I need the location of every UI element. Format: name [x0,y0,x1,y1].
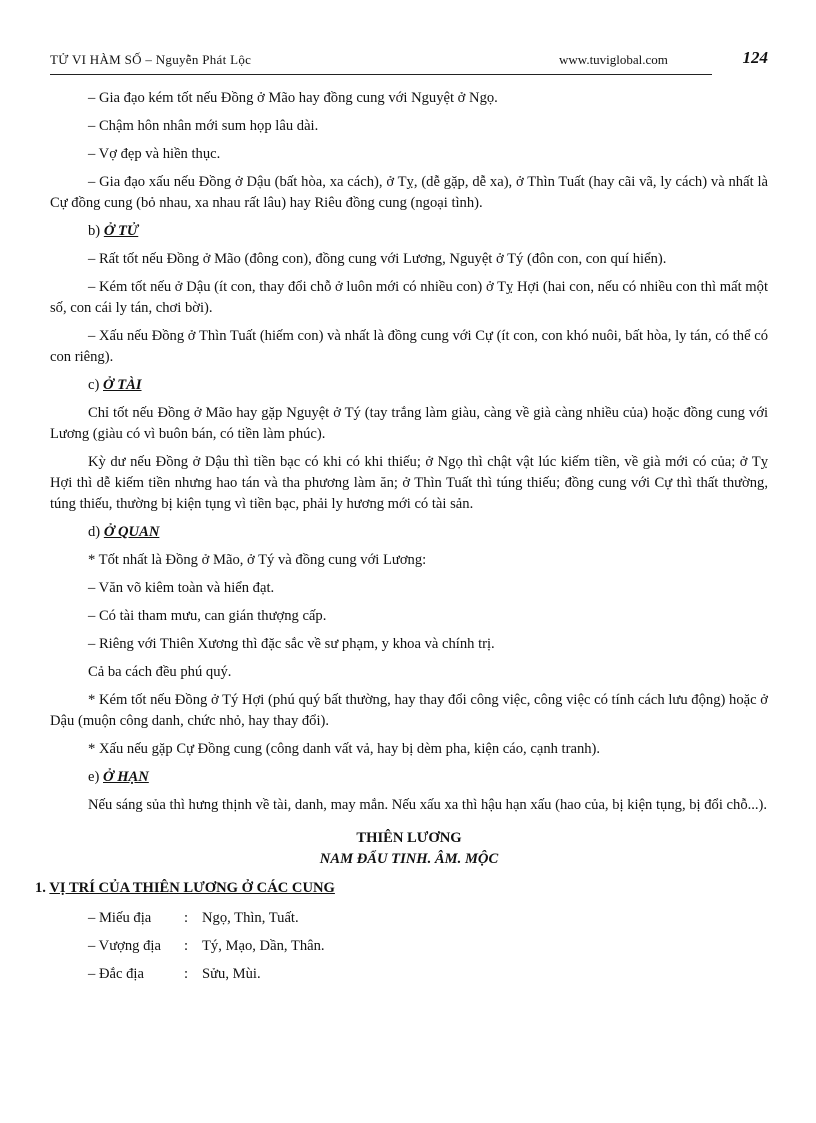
book-title: TỬ VI HÀM SỐ – Nguyễn Phát Lộc [50,52,252,67]
paragraph [50,277,768,319]
paragraph [50,690,768,732]
numbered-heading [35,878,768,899]
paragraph-text: Kỳ dư nếu Đồng ở Dậu thì tiền bạc có khi có khi thiếu; ở Ngọ thì chật vật lúc kiếm tiền, về già mới có của; ở Tỵ Hợi thì dễ kiếm tiền nhưng hao tán và tha phương làm ăn; ở Thìn Tuất thì túng thiếu; đồng cung với Cự thì thất thường, túng thiếu, thường bị kiện tụng vì tiền bạc, phải ly hương mới có tài sản. [50,454,768,512]
paragraph: – Chậm hôn nhân mới sum họp lâu dài. [88,118,319,134]
section-heading-b [88,221,768,242]
paragraph-text: * Kém tốt nếu Đồng ở Tý Hợi (phú quý bất thường, hay thay đổi công việc, công việc có tính cách lưu động) hoặc ở Dậu (muộn công danh, chức nhỏ, hay thay đổi). [50,692,768,729]
paragraph: – Riêng với Thiên Xương thì đặc sắc về sư phạm, y khoa và chính trị. [88,636,495,652]
paragraph-text: – Xấu nếu Đồng ở Thìn Tuất (hiếm con) và nhất là đồng cung với Cự (ít con, con khó nuôi, bất hòa, ly tán, có thể có con riêng). [50,328,768,365]
paragraph [50,172,768,214]
position-list [88,908,768,985]
position-row [88,964,768,985]
section-heading-e [88,767,768,788]
heading-title: VỊ TRÍ CỦA THIÊN LƯƠNG Ở CÁC CUNG [49,880,335,896]
section-letter: b) [88,223,101,239]
position-label: – Miếu địa [88,910,152,926]
page-number: 124 [742,48,768,67]
position-colon: : [184,938,189,954]
paragraph: * Tốt nhất là Đồng ở Mão, ở Tý và đồng cung với Lương: [88,552,427,568]
page-body [35,88,768,985]
section-title: Ở TỬ [103,223,139,239]
position-label: – Đắc địa [88,966,144,982]
paragraph: * Xấu nếu gặp Cự Đồng cung (công danh vất vả, hay bị dèm pha, kiện cáo, cạnh tranh). [88,741,601,757]
section-letter: e) [88,769,100,785]
section-heading-d [88,522,768,543]
section-title: Ở TÀI [103,377,142,393]
paragraph [50,452,768,515]
website-url: www.tuviglobal.com [559,52,668,67]
heading-number: 1. [35,880,46,896]
paragraph: – Có tài tham mưu, can gián thượng cấp. [88,608,327,624]
section-title: Ở QUAN [103,524,160,540]
section-title: Ở HẠN [103,769,149,785]
position-row [88,908,768,929]
position-value: Ngọ, Thìn, Tuất. [202,910,299,926]
position-value: Tý, Mạo, Dần, Thân. [202,938,325,954]
paragraph-text: – Kém tốt nếu ở Dậu (ít con, thay đổi chỗ ở luôn mới có nhiều con) ở Tỵ Hợi (hai con, nếu có nhiều con thì mất một số, con cái ly tán, chơi bời). [50,279,768,316]
section-heading-c [88,375,768,396]
paragraph [50,403,768,445]
position-value: Sửu, Mùi. [202,966,261,982]
paragraph-text: – Gia đạo xấu nếu Đồng ở Dậu (bất hòa, xa cách), ở Tỵ, (dễ gặp, dễ xa), ở Thìn Tuất (hay cãi vã, ly cách) và nhất là Cự đồng cung (bỏ nhau, xa nhau rất lâu) hay Riêu đồng cung (ngoại tình). [50,174,768,211]
page-header [50,48,770,74]
paragraph: – Gia đạo kém tốt nếu Đồng ở Mão hay đồng cung với Nguyệt ở Ngọ. [88,90,498,106]
paragraph-text: Chỉ tốt nếu Đồng ở Mão hay gặp Nguyệt ở Tý (tay trắng làm giàu, càng về già càng nhiều của) hoặc đồng cung với Lương (giàu có vì buôn bán, có tiền làm phúc). [50,405,768,442]
section-letter: d) [88,524,101,540]
position-colon: : [184,966,189,982]
paragraph: Cả ba cách đều phú quý. [88,664,232,680]
paragraph [50,249,768,270]
paragraph: – Vợ đẹp và hiền thục. [88,146,221,162]
header-divider [50,74,712,75]
section-letter: c) [88,377,100,393]
star-title: THIÊN LƯƠNG [356,830,462,846]
paragraph [50,795,768,816]
paragraph: – Văn võ kiêm toàn và hiển đạt. [88,580,275,596]
position-colon: : [184,910,189,926]
position-label: – Vượng địa [88,938,161,954]
star-subtitle: NAM ĐẨU TINH. ÂM. MỘC [319,851,499,867]
position-row [88,936,768,957]
paragraph [50,326,768,368]
paragraph-text: Nếu sáng sủa thì hưng thịnh về tài, danh, may mắn. Nếu xấu xa thì hậu hạn xấu (hao của, bị kiện tụng, bị đổi chỗ...). [88,797,768,813]
paragraph-text: – Rất tốt nếu Đồng ở Mão (đông con), đồng cung với Lương, Nguyệt ở Tý (đôn con, con quí hiển). [88,251,667,267]
